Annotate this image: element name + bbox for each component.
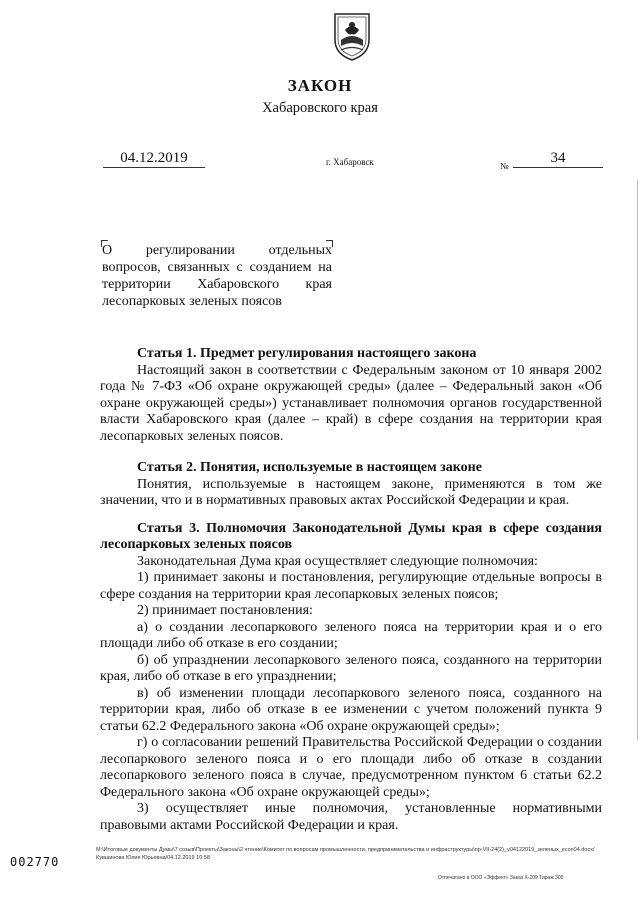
scan-edge-line [637,180,638,740]
document-registry-number: 002770 [10,855,60,869]
article-3-paragraph: б) об упразднении лесопаркового зеленого пояса, созданного на территории края, либо об отказе в его упразднении; [100,652,602,684]
document-date: 04.12.2019 [103,149,205,168]
law-body [100,346,602,834]
article-3-heading: Статья 3. Полномочия Законодательной Думы края в сфере создания лесопарковых зеленых поясов [100,520,602,552]
article-1-heading: Статья 1. Предмет регулирования настоящего закона [137,346,477,361]
document-number-label: № [500,161,509,171]
document-subtitle: Хабаровского края [262,100,378,116]
article-3-paragraph: а) о создании лесопаркового зеленого пояса на территории края и о его площади либо об отказе в его создании; [100,619,602,651]
document-title: ЗАКОН [287,76,353,95]
article-3-paragraph: 2) принимает постановления: [137,603,313,618]
print-note: Отпечатано в ООО «Эффект» Заказ Х-209 Тираж 300 [438,875,564,881]
document-number: 34 [513,149,603,168]
article-2-heading: Статья 2. Понятия, используемые в настоящем законе [137,460,482,475]
article-1-paragraph: Настоящий закон в соответствии с Федеральным законом от 10 января 2002 года № 7-ФЗ «Об охране окружающей среды» (далее – Федеральный закон «Об охране окружающей среды») устанавливает полномочия органов государственной власти Хабаровского края (далее – край) в сфере создания на территории края лесопарковых зеленых поясов. [100,362,602,444]
article-3-paragraph: 1) принимает законы и постановления, регулирующие отдельные вопросы в сфере создания на территории края лесопарковых зеленых поясов; [100,570,602,602]
footer-file-path: M:\Итоговые документы Думы\7 созыв\Проекты\Законы\2 чтение\Комитет по вопросам промышленности, предпринимательства и инфраструктуры\пр-VII-24(2)_v04122019_зеленых_econ04.docx/Кувшинова Юлия Юрьевна/04.12.2019 10:58 [96,847,595,861]
document-city: г. Хабаровск [326,157,374,167]
article-3-paragraph: в) об изменении площади лесопаркового зеленого пояса, созданного на территории края, либо об отказе в ее изменении с учетом положений пункта 9 статьи 62.2 Федерального закона «Об охране окружающей среды»; [100,685,602,734]
article-2-paragraph: Понятия, используемые в настоящем законе, применяются в том же значении, что и в нормативных правовых актах Российской Федерации и края. [100,476,602,508]
article-3-paragraph: 3) осуществляет иные полномочия, установленные нормативными правовыми актами Российской Федерации и края. [100,801,602,833]
article-3-paragraph: Законодательная Дума края осуществляет следующие полномочия: [137,553,538,569]
article-3-paragraph: г) о согласовании решений Правительства Российской Федерации о создании лесопаркового зеленого пояса и о его площади либо об отказе в создании лесопаркового зеленого пояса в случае, предусмотренном пунктом 6 статьи 62.2 Федерального закона «Об охране окружающей среды»; [100,735,602,800]
coat-of-arms-emblem [331,10,373,62]
law-subject: О регулировании отдельных вопросов, связанных с созданием на территории Хабаровского края лесопарковых зеленых поясов [102,243,332,309]
